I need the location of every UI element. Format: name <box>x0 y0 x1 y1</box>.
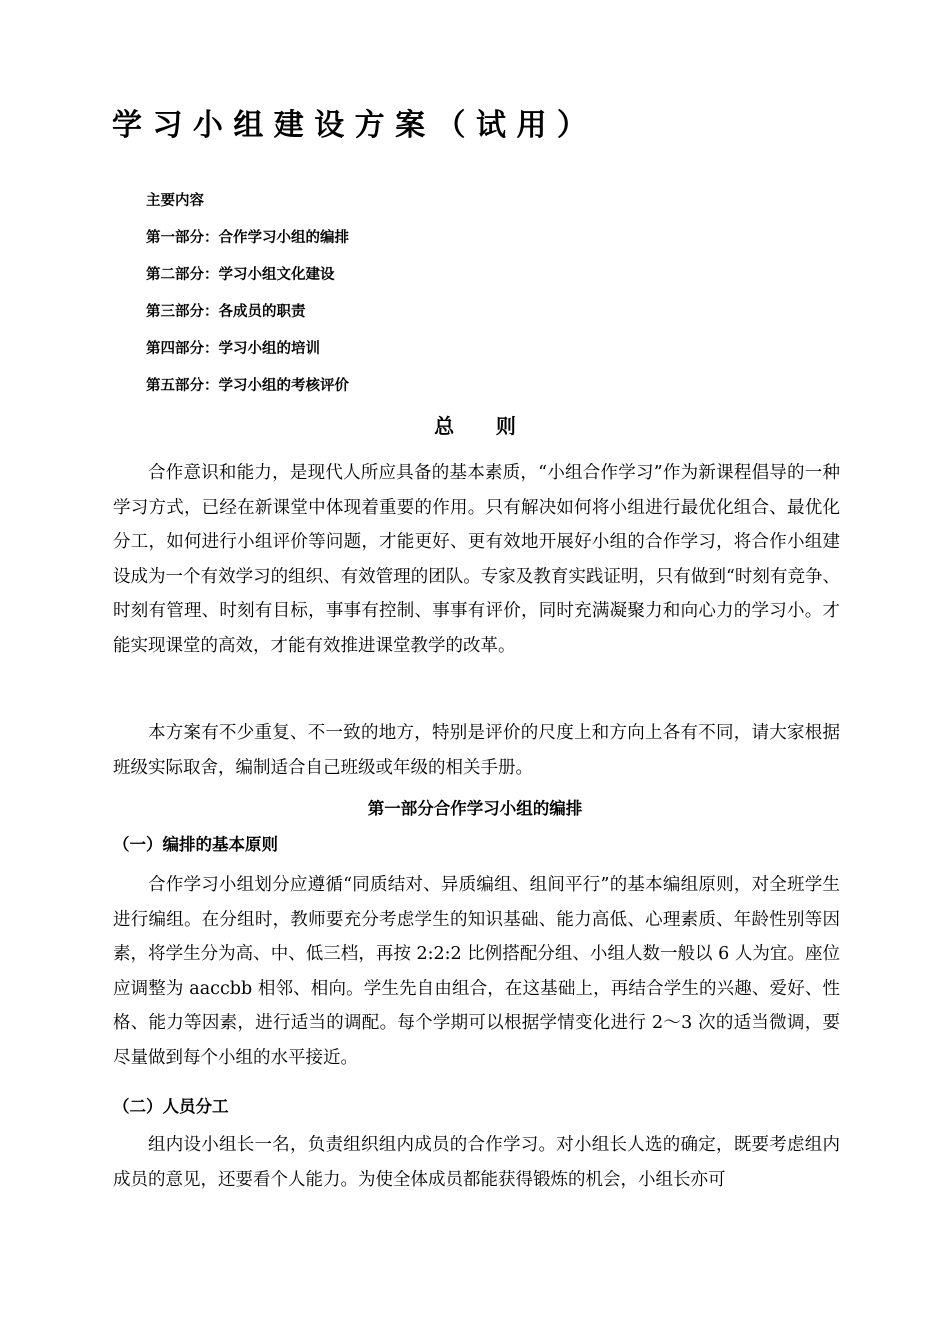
part1-heading: 第一部分合作学习小组的编排 <box>367 799 583 818</box>
general-paragraph: 合作意识和能力，是现代人所应具备的基本素质，“小组合作学习”作为新课程倡导的一种学习方式，已经在新课堂中体现着重要的作用。只有解决如何将小组进行最优化组合、最优化分工，如何进行小组评价等问题，才能更好、更有效地开展好小组的合作学习，将合作小组建设成为一个有效学习的组织、有效管理的团队。专家及教育实践证明，只有做到“时刻有竞争、时刻有管理、时刻有目标，事事有控制、事事有评价，同时充满凝聚力和向心力的学习小。才能实现课堂的高效，才能有效推进课堂教学的改革。 <box>113 463 840 656</box>
section-heading-roles: （二）人员分工 <box>113 1097 229 1116</box>
table-of-contents <box>146 190 746 412</box>
toc-item: 第二部分：学习小组文化建设 <box>146 267 335 283</box>
toc-item: 第四部分：学习小组的培训 <box>146 341 320 357</box>
section-paragraph-roles: 组内设小组长一名，负责组织组内成员的合作学习。对小组长人选的确定，既要考虑组内成员的意见，还要看个人能力。为使全体成员都能获得锻炼的机会，小组长亦可 <box>113 1135 840 1190</box>
section-paragraph-principles: 合作学习小组划分应遵循“同质结对、异质编组、组间平行”的基本编组原则，对全班学生进行编组。在分组时，教师要充分考虑学生的知识基础、能力高低、心理素质、年龄性别等因素，将学生分为高、中、低三档，再按 2:2:2 比例搭配分组、小组人数一般以 6 人为宜。座位应调整为 aaccbb 相邻、相向。学生先自由组合，在这基础上，再结合学生的兴趣、爱好、性格、能力等因素，进行适当的调配。每个学期可以根据学情变化进行 2～3 次的适当微调，要尽量做到每个小组的水平接近。 <box>113 875 840 1068</box>
general-principles-heading: 总 则 <box>434 414 516 438</box>
toc-item: 第三部分：各成员的职责 <box>146 304 306 320</box>
general-paragraph: 本方案有不少重复、不一致的地方，特别是评价的尺度上和方向上各有不同，请大家根据班级实际取舍，编制适合自己班级或年级的相关手册。 <box>113 723 840 778</box>
toc-item: 第五部分：学习小组的考核评价 <box>146 378 349 394</box>
toc-heading: 主要内容 <box>146 193 204 209</box>
toc-item: 第一部分：合作学习小组的编排 <box>146 230 349 246</box>
document-title: 学 习 小 组 建 设 方 案 （ 试 用 ） <box>112 108 587 143</box>
section-heading-principles: （一）编排的基本原则 <box>113 835 278 854</box>
